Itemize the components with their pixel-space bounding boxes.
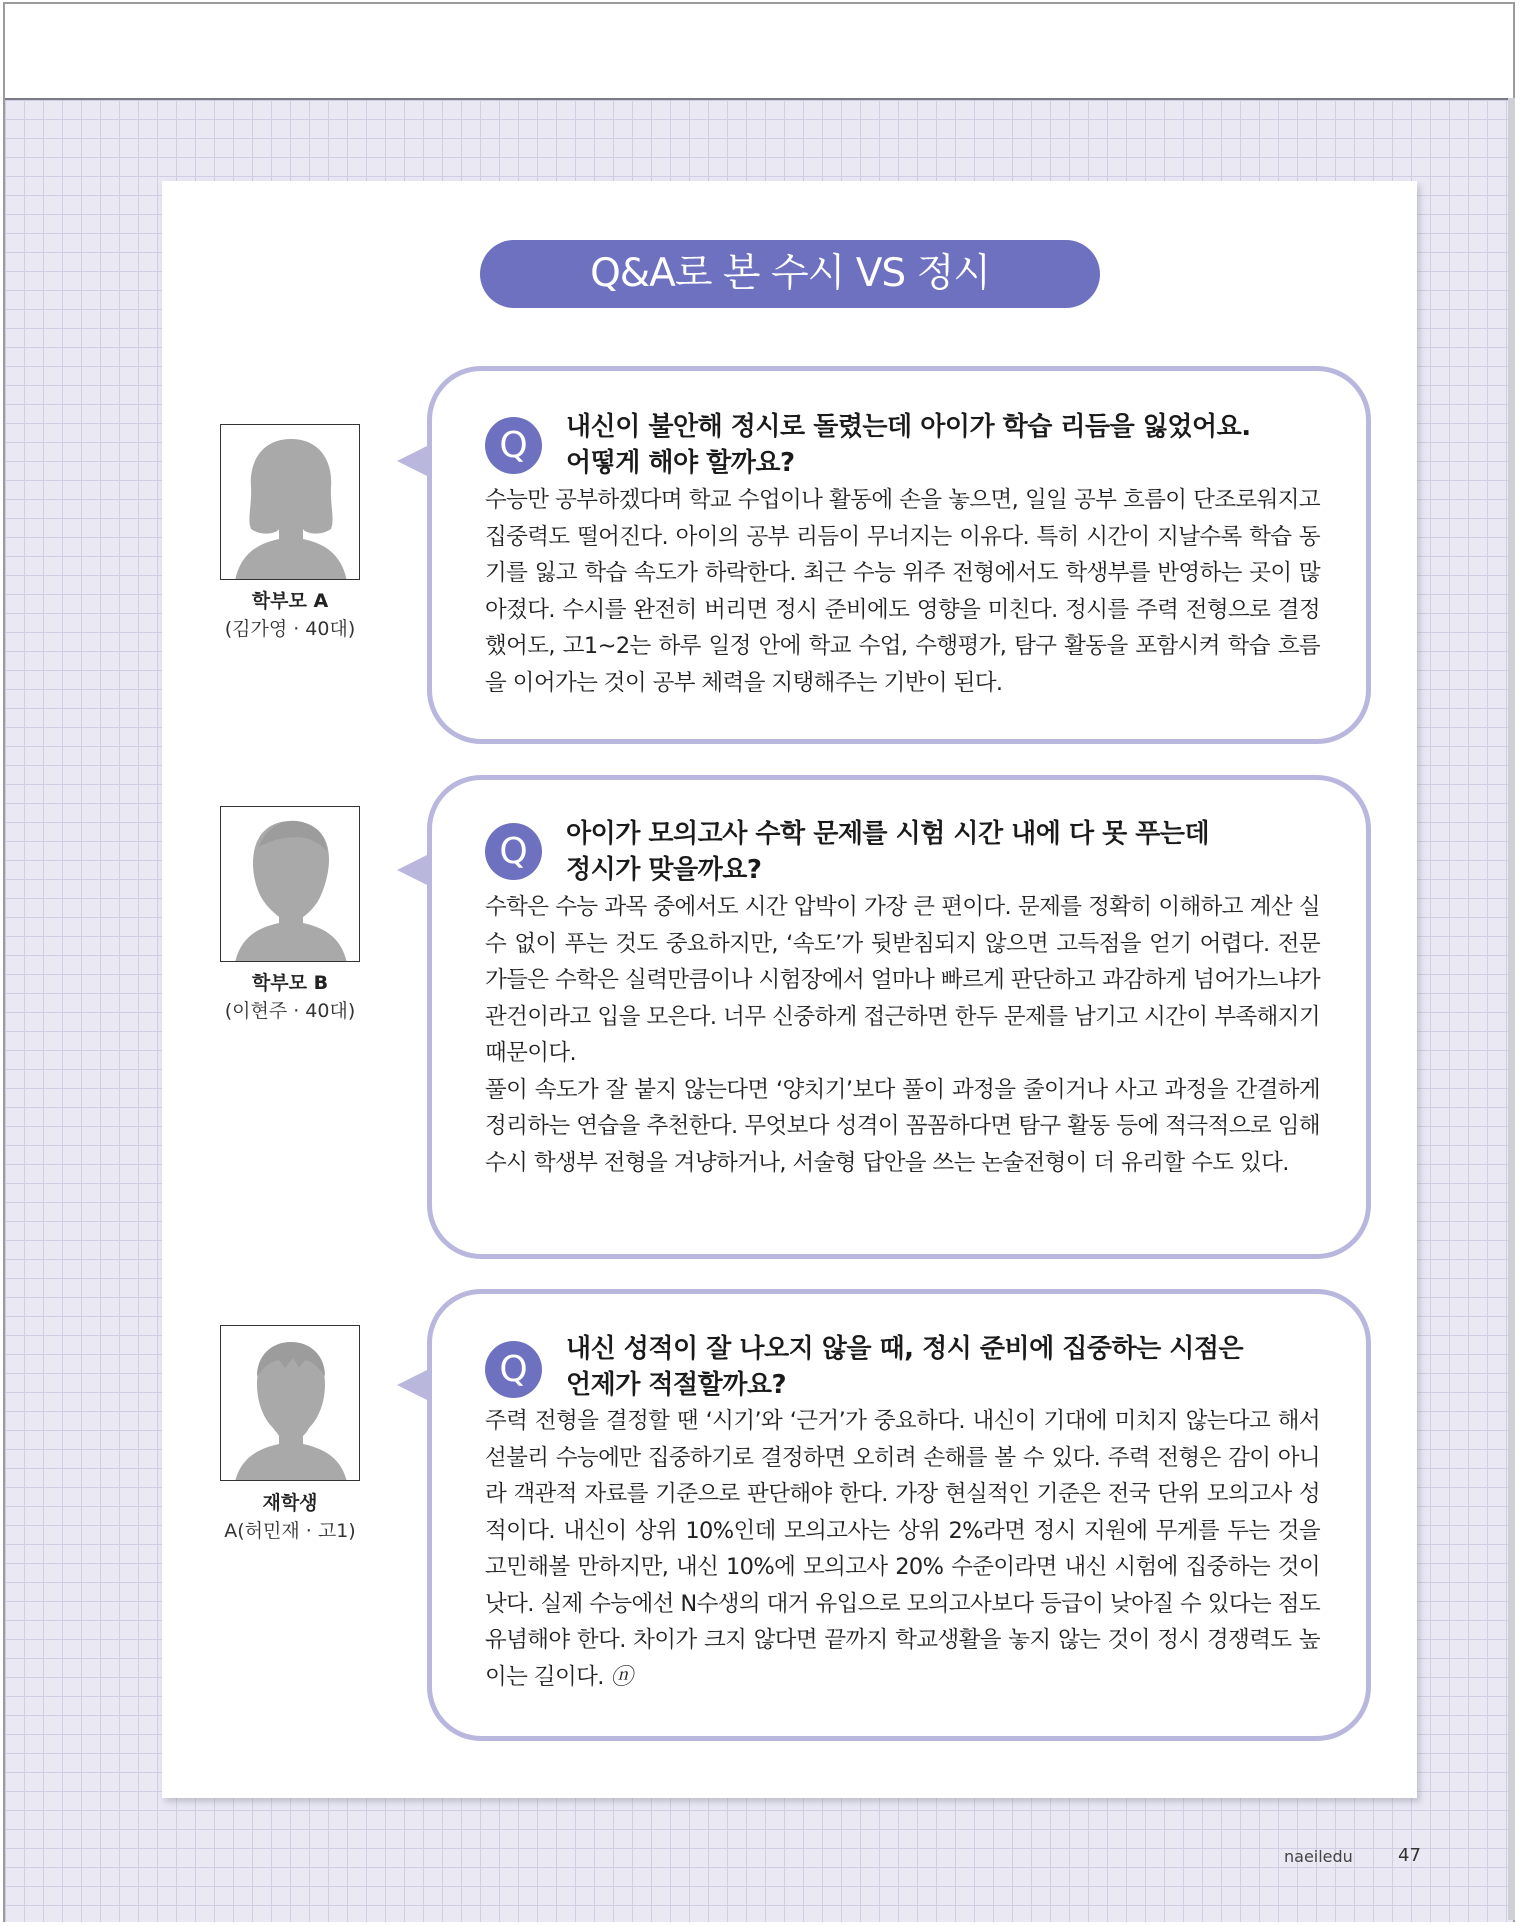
question-line: 아이가 모의고사 수학 문제를 시험 시간 내에 다 못 푸는데 [566,819,1210,849]
person-label-b [180,969,400,1025]
question-line: 언제가 적절할까요? [566,1370,787,1400]
q-badge: Q [485,417,542,474]
question-line: 어떻게 해야 할까요? [566,448,795,478]
question-line: 정시가 맞을까요? [566,855,762,885]
person-label-student [180,1489,400,1545]
male-silhouette-icon [221,807,360,962]
person-detail: A(허민재 · 고1) [224,1520,356,1542]
person-detail: (김가영 · 40대) [224,618,356,640]
answer-paragraph: 수능만 공부하겠다며 학교 수업이나 활동에 손을 놓으면, 일일 공부 흐름이 단조로워지고 집중력도 떨어진다. 아이의 공부 리듬이 무너지는 이유다. 특히 시간이 지날수록 학습 동기를 잃고 학습 속도가 하락한다. 최근 수능 위주 전형에서도 학생부를 반영하는 곳이 많아졌다. 수시를 완전히 버리면 정시 준비에도 영향을 미친다. 정시를 주력 전형으로 결정했어도, 고1~2는 하루 일정 안에 학교 수업, 수행평가, 탐구 활동을 포함시켜 학습 흐름을 이어가는 것이 공부 체력을 지탱해주는 기반이 된다. [485,487,1320,696]
answer-text: 주력 전형을 결정할 땐 ‘시기’와 ‘근거’가 중요하다. 내신이 기대에 미치지 않는다고 해서 섣불리 수능에만 집중하기로 결정하면 오히려 손해를 볼 수 있다. 주력 전형은 감이 아니라 객관적 자료를 기준으로 판단해야 한다. 가장 현실적인 기준은 전국 단위 모의고사 성적이다. 내신이 상위 10%인데 모의고사는 상위 2%라면 정시 지원에 무게를 두는 것을 고민해볼 만하지만, 내신 10%에 모의고사 20% 수준이라면 내신 시험에 집중하는 것이 낫다. 실제 수능에선 N수생의 대거 유입으로 모의고사보다 등급이 낮아질 수 있다는 점도 유념해야 한다. 차이가 크지 않다면 끝까지 학교생활을 놓지 않는 것이 정시 경쟁력도 높이는 길이다. [485,1408,1320,1690]
page-title: Q&A로 본 수시 VS 정시 [480,240,1100,308]
person-detail: (이현주 · 40대) [224,1000,356,1022]
avatar-student [220,1325,360,1481]
bubble-tail [397,853,431,887]
female-silhouette-icon [221,425,360,580]
avatar-parent-b [220,806,360,962]
boy-silhouette-icon [221,1326,360,1481]
question-1 [566,409,1326,481]
end-mark-icon: ⓝ [610,1663,633,1690]
answer-paragraph: 수학은 수능 과목 중에서도 시간 압박이 가장 큰 편이다. 문제를 정확히 이해하고 계산 실수 없이 푸는 것도 중요하지만, ‘속도’가 뒷받침되지 않으면 고득점을 얻기 어렵다. 전문가들은 수학은 실력만큼이나 시험장에서 얼마나 빠르게 판단하고 과감하게 넘어가느냐가 관건이라고 입을 모은다. 너무 신중하게 접근하면 한두 문제를 남기고 시간이 부족해지기 때문이다. [485,894,1320,1066]
question-line: 내신 성적이 잘 나오지 않을 때, 정시 준비에 집중하는 시점은 [566,1334,1244,1364]
q-badge: Q [485,823,542,880]
q-badge: Q [485,1341,542,1398]
person-label-a [180,587,400,643]
person-name: 학부모 B [251,972,329,994]
person-name: 재학생 [262,1492,318,1514]
avatar-parent-a [220,424,360,580]
answer-3 [485,1403,1320,1695]
question-3 [566,1331,1326,1403]
person-name: 학부모 A [251,590,329,612]
page-edge [1508,98,1515,1920]
footer-brand: naeiledu [1284,1847,1353,1866]
answer-1 [485,482,1320,701]
bubble-tail [397,444,431,478]
question-2 [566,816,1326,888]
answer-paragraph [485,1403,1320,1695]
page-number: 47 [1398,1845,1421,1866]
bubble-tail [397,1368,431,1402]
question-line: 내신이 불안해 정시로 돌렸는데 아이가 학습 리듬을 잃었어요. [566,412,1251,442]
answer-2 [485,889,1320,1181]
answer-paragraph: 풀이 속도가 잘 붙지 않는다면 ‘양치기’보다 풀이 과정을 줄이거나 사고 과정을 간결하게 정리하는 연습을 추천한다. 무엇보다 성격이 꼼꼼하다면 탐구 활동 등에 적극적으로 임해 수시 학생부 전형을 겨냥하거나, 서술형 답안을 쓰는 논술전형이 더 유리할 수도 있다. [485,1076,1320,1176]
